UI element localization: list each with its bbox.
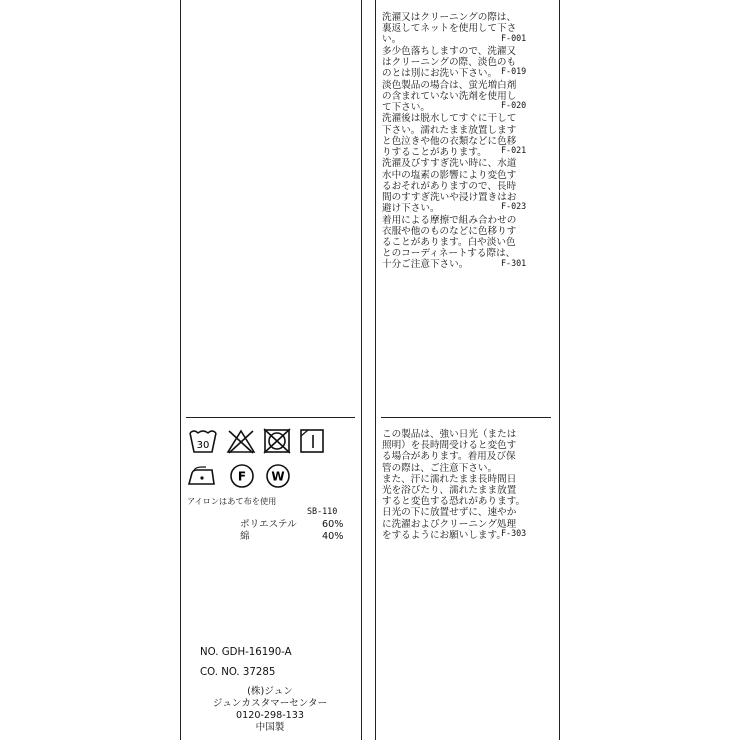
wash-30-icon [188, 428, 218, 454]
note-line: また、汗に濡れたまま長時間日 [382, 473, 517, 485]
divider-left [186, 417, 355, 418]
dry-clean-letter: F [237, 469, 247, 484]
product-number: NO. GDH-16190-A [200, 647, 292, 658]
dry-clean-f-icon [228, 462, 256, 490]
note-code: F-019 [501, 66, 527, 77]
note-line: のとは別にお洗い下さい。 [382, 68, 498, 80]
note-line: て下さい。 [382, 102, 430, 113]
note-line: 十分ご注意下さい。 [382, 259, 469, 271]
company-name: (株)ジュン [247, 686, 293, 697]
note-line: はクリーニングの際、淡色のも [382, 57, 517, 68]
note-line: 水中の塩素の影響により変色す [382, 169, 517, 181]
note-line: とのコーディネートする際は、 [382, 248, 516, 260]
wash-temp: 30 [196, 440, 210, 451]
note-code: F-303 [501, 528, 527, 538]
wet-clean-w-icon [264, 462, 292, 490]
care-label-left [180, 0, 362, 740]
note-line: りすることがあります。 [382, 147, 487, 158]
note-line: 衣服や他のものなどに色移りす [382, 225, 517, 237]
note-line: に洗濯およびクリーニング処理 [382, 518, 517, 530]
line-dry-shade-icon [298, 428, 326, 454]
note-line: 着用による摩擦で組み合わせの [382, 214, 517, 226]
note-line: 間のすすぎ洗いや浸け置きはお [382, 192, 517, 203]
note-code: F-301 [501, 257, 527, 268]
wet-clean-letter: W [271, 469, 285, 484]
note-line: い。 [382, 34, 402, 46]
no-bleach-icon [226, 428, 256, 454]
note-line: るおそれがありますので、長時 [382, 180, 517, 192]
country-of-origin: 中国製 [255, 722, 285, 733]
iron-low-icon [186, 466, 220, 488]
note-line: る場合があります。着用及び保 [382, 451, 516, 463]
note-line: 洗濯及びすすぎ洗い時に、水道 [382, 158, 517, 170]
note-code: F-001 [501, 32, 527, 43]
note-line: 光を浴びたり、濡れたまま放置 [382, 485, 517, 496]
divider-right [381, 417, 551, 418]
composition-code: SB-110 [307, 506, 338, 516]
note-line: すると変色する恐れがあります。 [382, 496, 526, 508]
note-line: ることがあります。白や淡い色 [382, 237, 516, 248]
note-line: 日光の下に放置せずに、速やか [382, 507, 517, 519]
material-percent-2: 40% [322, 531, 344, 542]
material-name-1: ポリエステル [240, 519, 297, 530]
iron-note: アイロンはあて布を使用 [187, 496, 277, 506]
note-line: 裏返してネットを使用して下さ [382, 23, 517, 35]
note-line: 避け下さい。 [382, 203, 440, 215]
note-code: F-021 [501, 145, 527, 156]
co-number: CO. NO. 37285 [200, 667, 276, 678]
note-line: の含まれていない洗剤を使用し [382, 90, 517, 102]
note-line: 多少色落ちしますので、洗濯又 [382, 45, 517, 57]
note-line: 淡色製品の場合は、蛍光増白剤 [382, 79, 517, 91]
customer-center: ジュンカスタマーセンター [212, 698, 328, 709]
note-line: 管の際は、ご注意下さい。 [382, 462, 498, 474]
note-code: F-023 [501, 201, 527, 212]
phone-number: 0120-298-133 [236, 710, 304, 721]
material-name-2: 綿 [240, 531, 250, 542]
note-line: この製品は、強い日光（または [382, 429, 517, 440]
note-code: F-020 [501, 100, 527, 111]
note-line: 洗濯後は脱水してすぐに干して [382, 113, 517, 125]
note-line: と色泣きや他の衣類などに色移 [382, 135, 517, 147]
note-line: 照明）を長時間受けると変色す [382, 440, 517, 452]
note-line: をするようにお願いします。 [382, 529, 506, 541]
note-line: 下さい。濡れたまま放置します [382, 124, 517, 136]
no-tumble-dry-icon [262, 428, 292, 454]
material-percent-1: 60% [322, 519, 344, 530]
note-line: 洗濯又はクリーニングの際は、 [382, 12, 517, 23]
